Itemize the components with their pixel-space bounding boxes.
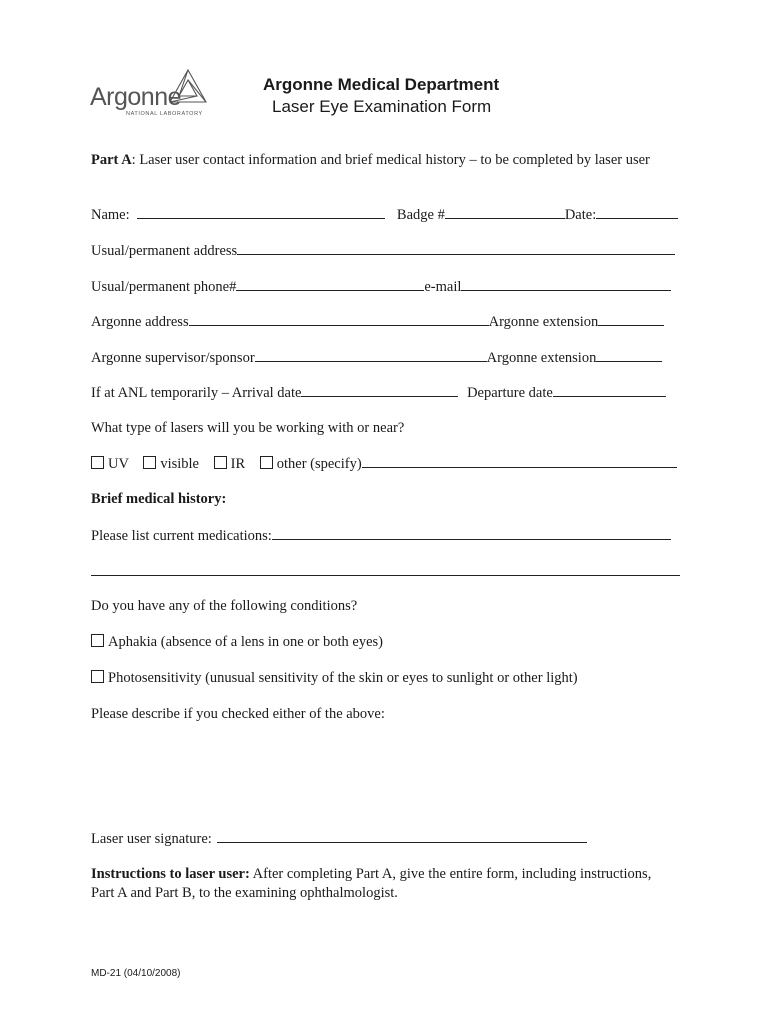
option-visible-label: visible <box>160 456 199 472</box>
medications-field[interactable] <box>272 527 671 540</box>
supervisor-row <box>91 349 662 367</box>
argonne-extension2-field[interactable] <box>596 349 662 362</box>
checkbox-uv[interactable] <box>91 456 104 469</box>
condition-photosensitivity-label: Photosensitivity (unusual sensitivity of the skin or eyes to sunlight or other light) <box>108 670 578 686</box>
logo-wordmark: Argonne <box>90 83 182 111</box>
argonne-extension2-label: Argonne extension <box>486 350 597 366</box>
departure-date-field[interactable] <box>553 384 666 397</box>
conditions-question: Do you have any of the following conditions? <box>91 598 358 614</box>
option-uv[interactable] <box>91 456 129 472</box>
medications-row <box>91 527 671 545</box>
option-visible[interactable] <box>143 456 199 472</box>
phone-row <box>91 278 671 296</box>
checkbox-visible[interactable] <box>143 456 156 469</box>
supervisor-field[interactable] <box>255 349 487 362</box>
argonne-address-label: Argonne address <box>91 314 189 330</box>
option-ir-label: IR <box>230 456 246 472</box>
instructions-text-2: Part A and Part B, to the examining ophthalmologist. <box>91 885 398 901</box>
phone-field[interactable] <box>236 278 424 291</box>
address-row <box>91 242 675 260</box>
departure-label: Departure date <box>467 385 553 401</box>
checkbox-aphakia[interactable] <box>91 634 104 647</box>
option-other-label: other (specify) <box>276 456 362 472</box>
instructions-label: Instructions to laser user: <box>91 866 250 882</box>
argonne-extension-label: Argonne extension <box>488 314 599 330</box>
checkbox-photosensitivity[interactable] <box>91 670 104 683</box>
name-field[interactable] <box>137 206 385 219</box>
instructions-text-1: After completing Part A, give the entire form, including instructions, <box>249 866 652 882</box>
part-a-intro <box>91 152 650 169</box>
signature-field[interactable] <box>217 830 587 843</box>
supervisor-label: Argonne supervisor/sponsor <box>91 350 255 366</box>
condition-photosensitivity[interactable] <box>91 670 578 687</box>
part-a-label: Part A <box>91 152 132 168</box>
date-label: Date: <box>564 207 597 223</box>
temporary-row <box>91 384 666 402</box>
medical-history-heading: Brief medical history: <box>91 491 227 507</box>
laser-options-row <box>91 455 677 473</box>
signature-row <box>91 830 587 848</box>
arrival-date-field[interactable] <box>301 384 458 397</box>
lasers-question: What type of lasers will you be working with or near? <box>91 420 405 436</box>
argonne-extension-field[interactable] <box>598 313 664 326</box>
instructions-line-1 <box>91 866 651 883</box>
logo-subtitle: NATIONAL LABORATORY <box>126 111 203 117</box>
option-uv-label: UV <box>108 456 129 472</box>
email-field[interactable] <box>461 278 671 291</box>
argonne-triangle-icon <box>168 68 208 106</box>
argonne-address-row <box>91 313 664 331</box>
address-field[interactable] <box>237 242 675 255</box>
checkbox-other[interactable] <box>260 456 273 469</box>
badge-label: Badge # <box>396 207 445 223</box>
address-label: Usual/permanent address <box>91 243 238 259</box>
form-subtitle: Laser Eye Examination Form <box>272 97 492 116</box>
describe-prompt: Please describe if you checked either of the above: <box>91 706 385 722</box>
badge-field[interactable] <box>445 206 565 219</box>
condition-aphakia[interactable] <box>91 634 383 651</box>
email-label: e-mail <box>424 279 462 295</box>
arrival-label: If at ANL temporarily – Arrival date <box>91 385 302 401</box>
form-number: MD-21 (04/10/2008) <box>91 968 181 979</box>
option-ir[interactable] <box>214 456 246 472</box>
phone-label: Usual/permanent phone# <box>91 279 237 295</box>
medications-label: Please list current medications: <box>91 528 272 544</box>
option-other[interactable] <box>260 456 362 472</box>
name-label: Name: <box>91 207 130 223</box>
form-title: Argonne Medical Department <box>263 75 500 94</box>
other-specify-field[interactable] <box>362 455 677 468</box>
medications-field-line-2[interactable] <box>91 575 680 576</box>
condition-aphakia-label: Aphakia (absence of a lens in one or both eyes) <box>108 634 383 650</box>
signature-label: Laser user signature: <box>91 831 212 847</box>
part-a-text: : Laser user contact information and brief medical history – to be completed by laser user <box>131 152 650 168</box>
checkbox-ir[interactable] <box>214 456 227 469</box>
argonne-address-field[interactable] <box>189 313 489 326</box>
date-field[interactable] <box>596 206 678 219</box>
name-row <box>91 206 678 224</box>
